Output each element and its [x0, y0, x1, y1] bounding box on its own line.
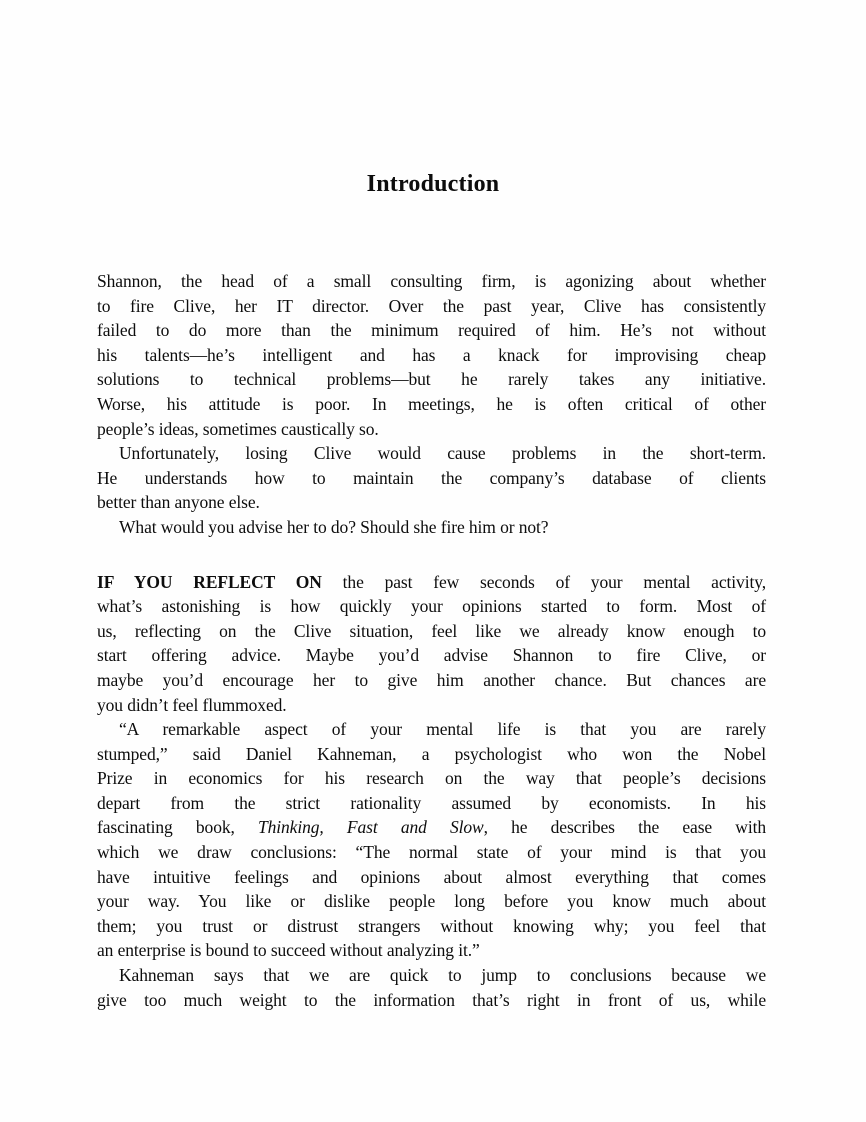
text-line: your way. You like or dislike people long before you know much about [97, 891, 766, 912]
text-line: start offering advice. Maybe you’d advise Shannon to fire Clive, or [97, 645, 766, 666]
text-line: you didn’t feel flummoxed. [97, 694, 287, 715]
text-line: them; you trust or distrust strangers without knowing why; you feel that [97, 915, 766, 936]
text-line: Unfortunately, losing Clive would cause problems in the short-term. [119, 443, 766, 464]
text-line: what’s astonishing is how quickly your opinions started to form. Most of [97, 596, 766, 617]
text-line: Prize in economics for his research on the way that people’s decisions [97, 768, 766, 789]
text-line: solutions to technical problems—but he rarely takes any initiative. [97, 369, 766, 390]
text-line: an enterprise is bound to succeed without analyzing it.” [97, 940, 480, 961]
text-line: IF YOU REFLECT ON the past few seconds of your mental activity, [97, 571, 767, 592]
text-line: to fire Clive, her IT director. Over the past year, Clive has consistently [97, 295, 766, 316]
text-line: which we draw conclusions: “The normal state of your mind is that you [97, 842, 766, 863]
text-line: Shannon, the head of a small consulting firm, is agonizing about whether [97, 271, 766, 291]
text-line: Kahneman says that we are quick to jump to conclusions because we [119, 965, 766, 986]
paragraph [97, 515, 766, 540]
text-line: people’s ideas, sometimes caustically so. [97, 418, 379, 439]
chapter-title: Introduction [366, 171, 500, 197]
paragraph [97, 717, 766, 963]
text-line: What would you advise her to do? Should she fire him or not? [119, 516, 549, 537]
text-line: maybe you’d encourage her to give him another chance. But chances are [97, 669, 766, 690]
text-line: stumped,” said Daniel Kahneman, a psychologist who won the Nobel [97, 743, 766, 764]
text-line: have intuitive feelings and opinions about almost everything that comes [97, 866, 766, 887]
text-line: depart from the strict rationality assumed by economists. In his [97, 792, 766, 813]
body-text [97, 269, 766, 1012]
text-line: his talents—he’s intelligent and has a knack for improvising cheap [97, 344, 766, 365]
text-line: fascinating book, Thinking, Fast and Slow, he describes the ease with [97, 817, 766, 838]
text-line: failed to do more than the minimum required of him. He’s not without [97, 320, 766, 341]
paragraph [97, 441, 766, 515]
text-line: us, reflecting on the Clive situation, feel like we already know enough to [97, 620, 766, 641]
text-line: give too much weight to the information that’s right in front of us, while [97, 989, 766, 1010]
paragraph [97, 269, 766, 441]
text-line: better than anyone else. [97, 492, 260, 513]
text-line: Worse, his attitude is poor. In meetings, he is often critical of other [97, 393, 766, 414]
paragraph [97, 570, 766, 718]
text-line: “A remarkable aspect of your mental life is that you are rarely [119, 719, 766, 740]
text-line: He understands how to maintain the company’s database of clients [97, 467, 766, 488]
paragraph [97, 963, 766, 1012]
